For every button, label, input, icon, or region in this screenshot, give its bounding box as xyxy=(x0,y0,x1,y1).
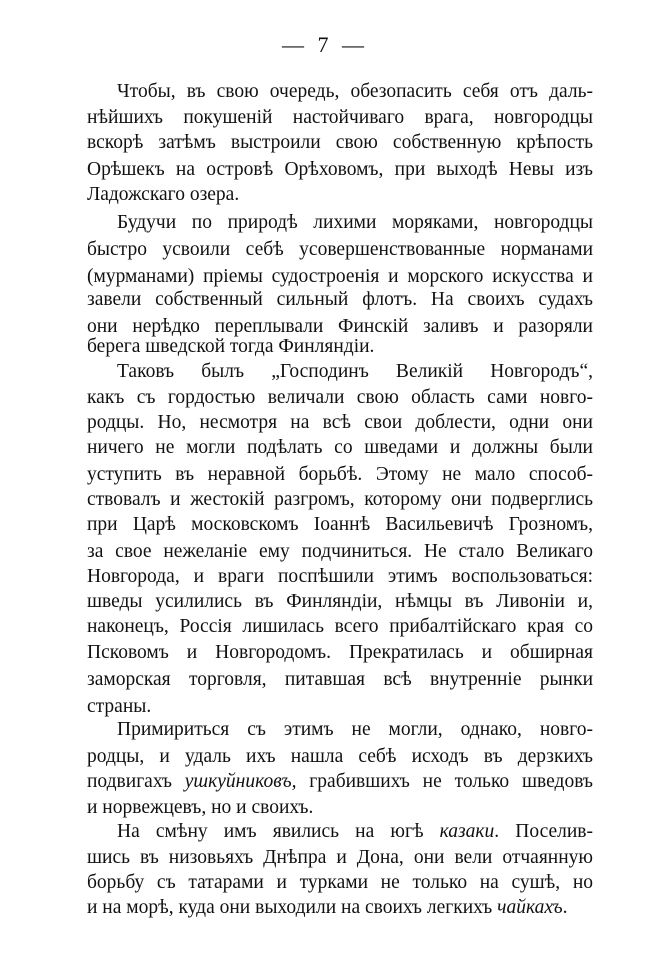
text-segment: . Поселив- xyxy=(494,821,594,842)
text-segment: какъ съ гордостью величали свою область сами новго- xyxy=(87,387,593,408)
text-line xyxy=(87,158,593,182)
text-segment: вскорѣ затѣмъ выстроили свою собственную крѣпость xyxy=(87,132,593,153)
text-segment: Примириться съ этимъ не могли, однако, новго- xyxy=(117,719,593,740)
text-line xyxy=(87,411,593,435)
text-segment: уступить въ неравной борьбѣ. Этому не мало способ- xyxy=(87,464,593,485)
text-segment: заморская торговля, питавшая всѣ внутренніе рынки xyxy=(87,669,593,690)
text-line xyxy=(87,565,593,589)
text-segment: и на морѣ, куда они выходили на своихъ легкихъ xyxy=(87,897,498,918)
italic-term: ушкуйниковъ, xyxy=(184,771,297,792)
text-line xyxy=(87,695,593,719)
text-line xyxy=(87,590,593,614)
text-segment: подвигахъ xyxy=(87,771,185,792)
italic-term: казаки xyxy=(439,821,495,842)
text-line xyxy=(87,641,593,665)
text-line xyxy=(87,896,593,920)
page-number: — 7 — xyxy=(282,32,368,57)
text-line xyxy=(117,820,593,844)
text-line xyxy=(87,668,593,692)
text-line xyxy=(87,436,593,460)
text-segment: при Царѣ московскомъ Іоаннѣ Васильевичѣ Грозномъ, xyxy=(87,514,593,535)
text-segment: быстро усвоили себѣ усовершенствованные норманами xyxy=(87,239,593,260)
text-line xyxy=(87,183,593,207)
text-segment: Ладожскаго озера. xyxy=(87,184,240,205)
text-segment: Орѣшекъ на островѣ Орѣховомъ, при выходѣ Невы изъ xyxy=(87,159,593,180)
text-line xyxy=(87,615,593,639)
text-line xyxy=(87,796,593,820)
text-line xyxy=(87,335,593,359)
text-segment: берега шведской тогда Финляндіи. xyxy=(87,336,375,357)
text-segment: борьбу съ татарами и турками не только на сушѣ, но xyxy=(87,872,593,893)
text-line xyxy=(87,770,593,794)
italic-term: чайкахъ xyxy=(497,897,563,918)
text-segment: ничего не могли подѣлать со шведами и должны были xyxy=(87,437,593,458)
text-segment: родцы, и удаль ихъ нашла себѣ исходъ въ дерзкихъ xyxy=(87,746,593,767)
text-segment: Псковомъ и Новгородомъ. Прекратилась и обширная xyxy=(87,642,593,663)
text-segment: Будучи по природѣ лихими моряками, новгородцы xyxy=(117,212,593,233)
text-segment: они нерѣдко переплывали Финскій заливъ и разоряли xyxy=(87,316,593,337)
text-line xyxy=(87,131,593,155)
text-line xyxy=(117,211,593,235)
text-line xyxy=(87,871,593,895)
text-segment: за свое нежеланіе ему подчиниться. Не стало Великаго xyxy=(87,541,593,562)
text-segment: и норвежцевъ, но и своихъ. xyxy=(87,797,314,818)
text-line xyxy=(87,238,593,262)
text-segment: . xyxy=(562,897,568,918)
text-segment: нѣйшихъ покушеній настойчиваго врага, новгородцы xyxy=(87,107,593,128)
text-line xyxy=(87,513,593,537)
text-line xyxy=(87,106,593,130)
text-line xyxy=(117,80,593,104)
text-segment: (мурманами) пріемы судостроенія и морского искусства и xyxy=(87,266,593,287)
text-segment: шведы усилились въ Финляндіи, нѣмцы въ Ливоніи и, xyxy=(87,591,593,612)
text-line xyxy=(87,745,593,769)
text-line xyxy=(87,846,593,870)
text-line xyxy=(117,360,593,384)
text-segment: страны. xyxy=(87,696,152,717)
text-segment: шись въ низовьяхъ Днѣпра и Дона, они вели отчаянную xyxy=(87,847,593,868)
text-line xyxy=(87,386,593,410)
text-line xyxy=(87,463,593,487)
text-segment: завели собственный сильный флотъ. На своихъ судахъ xyxy=(87,289,593,310)
text-segment: На смѣну имъ явились на югѣ xyxy=(117,821,440,842)
text-line xyxy=(117,718,593,742)
text-segment: Новгорода, и враги поспѣшили этимъ воспользоваться: xyxy=(87,566,593,587)
text-segment: Чтобы, въ свою очередь, обезопасить себя отъ даль- xyxy=(117,81,593,102)
text-segment: наконецъ, Россія лишилась всего прибалтійскаго края со xyxy=(87,616,593,637)
text-segment: грабившихъ не только шведовъ xyxy=(296,771,594,792)
text-line xyxy=(87,540,593,564)
text-line xyxy=(87,488,593,512)
text-segment: ствовалъ и жестокій разгромъ, которому они подверглись xyxy=(87,489,593,510)
text-line xyxy=(87,265,593,289)
text-segment: родцы. Но, несмотря на всѣ свои доблести, одни они xyxy=(87,412,593,433)
text-line xyxy=(87,288,593,312)
text-segment: Таковъ былъ „Господинъ Великій Новгородъ“, xyxy=(117,361,593,382)
